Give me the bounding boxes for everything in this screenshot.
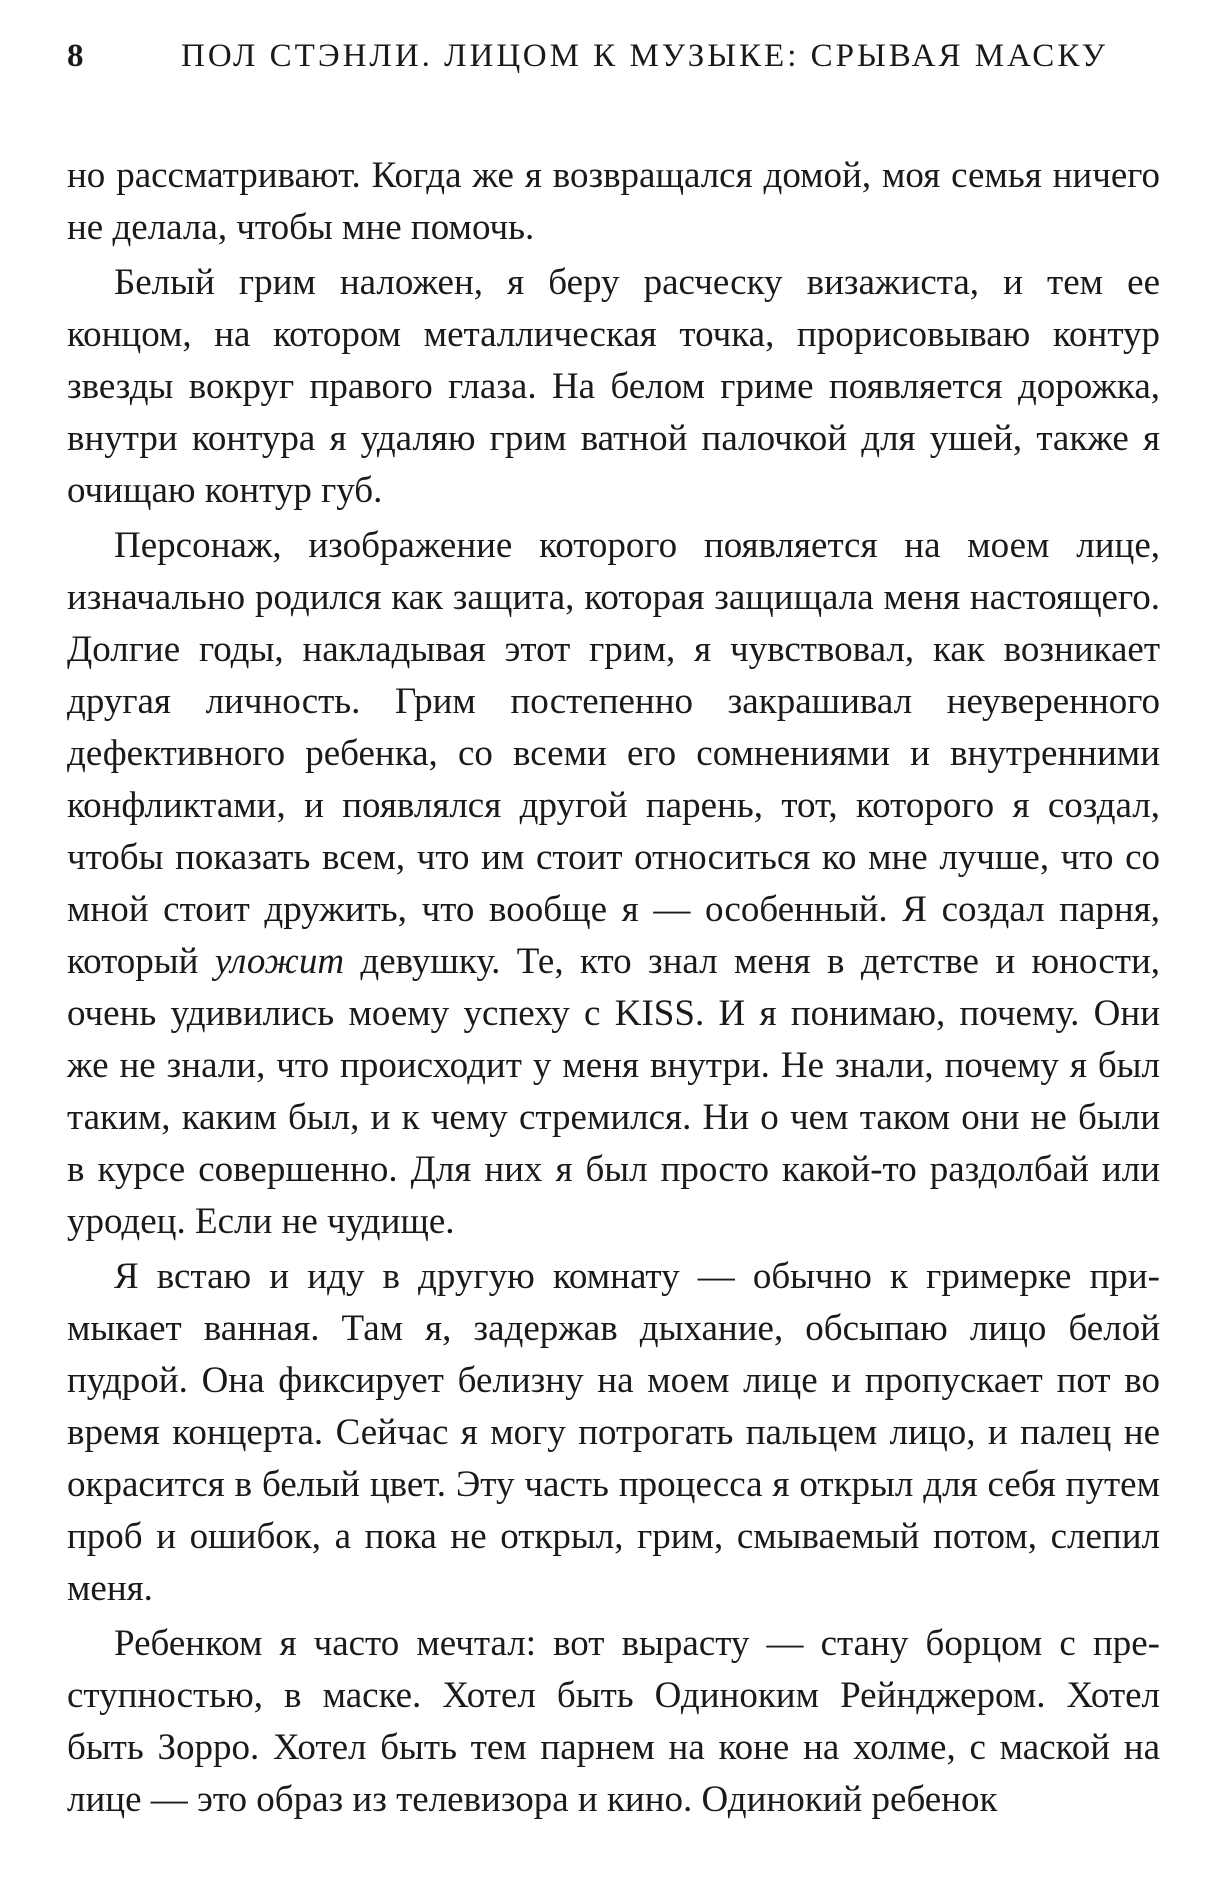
running-head-title: ПОЛ СТЭНЛИ. ЛИЦОМ К МУЗЫКЕ: СРЫВАЯ МАСКУ: [181, 38, 1109, 74]
paragraph-3-emphasis: уложит: [214, 941, 345, 982]
paragraph-4: Я встаю и иду в другую комнату — обычно к гримерке примыкает ванная. Там я, задержав дыхание, обсыпаю лицо белой пудрой. Она фиксирует белизну на моем лице и пропускает пот во время концерта. Сейчас я могу потрогать пальцем лицо, и палец не окрасится в белый цвет. Эту часть процесса я открыл для себя путем проб и ошибок, а пока не открыл, грим, смываемый потом, слепил меня.: [67, 1256, 1160, 1609]
paragraph-1: но рассматривают. Когда же я возвращался домой, моя семья ничего не делала, чтобы мне помочь.: [67, 155, 1160, 248]
book-page: [67, 38, 1160, 1826]
paragraph-2: Белый грим наложен, я беру расческу визажиста, и тем ее концом, на котором металлическая точка, прорисовываю контур звезды вокруг правого глаза. На белом гриме появляется дорожка, внутри контура я удаляю грим ватной палочкой для ушей, также я очищаю контур губ.: [67, 262, 1160, 511]
running-head: [67, 38, 1160, 88]
page-number: 8: [67, 38, 84, 74]
paragraph-3: [67, 520, 1160, 1248]
paragraph-5: Ребенком я часто мечтал: вот вырасту — стану борцом с преступностью, в маске. Хотел быть Одиноким Рейнджером. Хотел быть Зорро. Хотел быть тем парнем на коне на холме, с маской на лице — это образ из телевизора и кино. Одинокий ребенок: [67, 1623, 1160, 1820]
body-text: [67, 150, 1160, 1826]
paragraph-3-text-before: Персонаж, изображение которого появляется на моем лице, изначально родился как защита, которая защищала меня настоящего. Долгие годы, накладывая этот грим, я чувствовал, как возникает другая личность. Грим постепенно закрашивал неуверенного дефективного ребенка, со всеми его сомнениями и внутренними конфликтами, и появлялся другой парень, тот, которого я создал, чтобы показать всем, что им стоит относиться ко мне лучше, что со мной стоит дружить, что вообще я — особенный. Я создал парня, который: [67, 525, 1160, 982]
paragraph-3-text-after: девушку. Те, кто знал меня в детстве и юности, очень удивились моему успеху с KISS. И я понимаю, почему. Они же не знали, что происходит у меня внутри. Не знали, почему я был таким, каким был, и к чему стремился. Ни о чем таком они не были в курсе совершенно. Для них я был просто какой-то раздолбай или уродец. Если не чудище.: [67, 941, 1160, 1242]
